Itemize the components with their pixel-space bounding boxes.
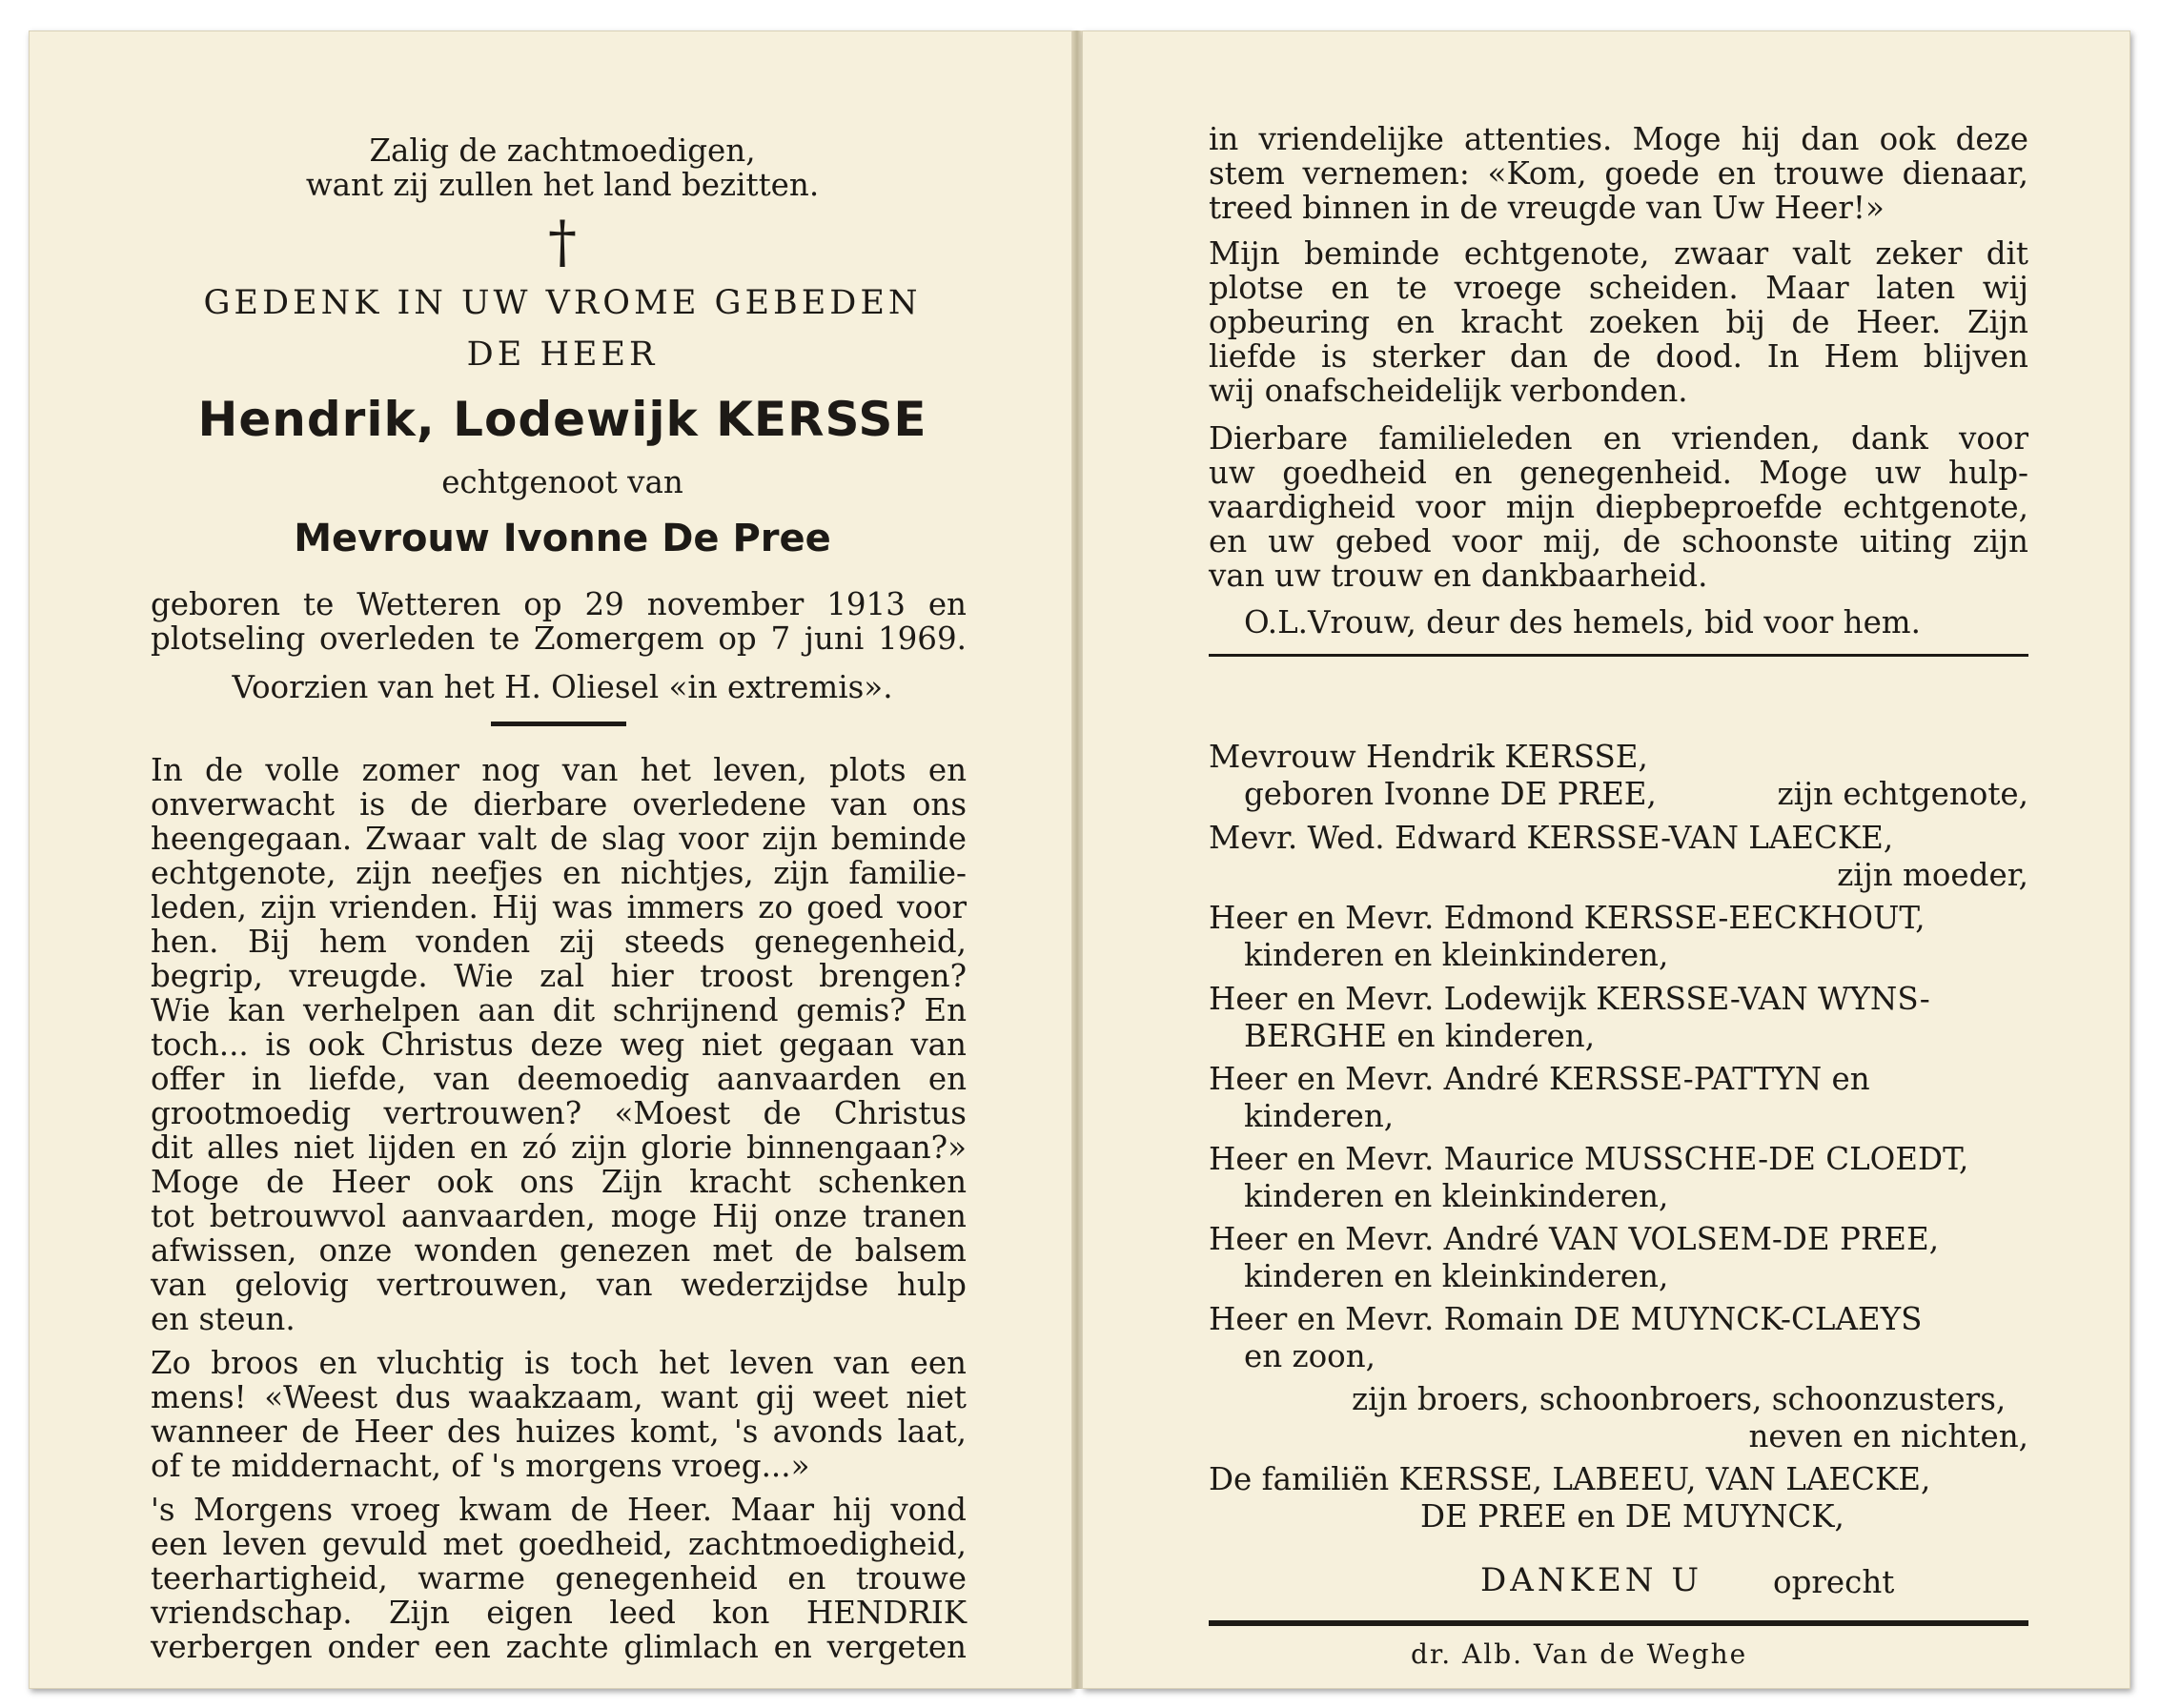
de-heer-heading: DE HEER <box>466 336 659 374</box>
family-line: en zoon, <box>1244 1338 1376 1374</box>
text-line: van gelovig vertrouwen, van wederzijdse hulp <box>151 1267 967 1303</box>
text-line: verbergen onder een zachte glimlach en vergeten <box>151 1629 967 1665</box>
birth-death-text: geboren te Wetteren op 29 november 1913 en plotseling overleden te Zomergem op 7 juni 1969. <box>151 586 967 657</box>
prayer-line: O.L.Vrouw, deur des hemels, bid voor hem. <box>1244 604 1921 640</box>
family-line: Mevr. Wed. Edward KERSSE-VAN LAECKE, <box>1209 820 1894 856</box>
text-line: toch... is ook Christus deze weg niet gegaan van <box>151 1027 967 1063</box>
family-line: zijn moeder, <box>1837 857 2028 893</box>
text-line: Moge de Heer ook ons Zijn kracht schenken <box>151 1164 967 1200</box>
text-line: offer in liefde, van deemoedig aanvaarden en <box>151 1061 967 1097</box>
right-paragraph-2 <box>1209 236 2028 408</box>
text-line: in vriendelijke attenties. Moge hij dan ook deze <box>1209 121 2028 157</box>
text-line: treed binnen in de vreugde van Uw Heer!» <box>1209 190 1885 226</box>
text-line: plotse en te vroege scheiden. Maar laten wij <box>1209 270 2028 306</box>
oliesel-line: Voorzien van het H. Oliesel «in extremis». <box>232 669 893 705</box>
danken-text: DANKEN U <box>1480 1561 1702 1599</box>
family-line: neven en nichten, <box>1748 1418 2028 1454</box>
text-line: In de volle zomer nog van het leven, plots en <box>151 752 967 788</box>
spouse-name: Mevrouw Ivonne De Pree <box>294 517 831 560</box>
text-line: uw goedheid en genegenheid. Moge uw hulp- <box>1209 455 2028 491</box>
right-paragraph-3 <box>1209 421 2028 593</box>
spouse-intro: echtgenoot van <box>441 464 683 500</box>
card-fold <box>1072 30 1082 1689</box>
deceased-name: Hendrik, Lodewijk KERSSE <box>197 392 927 447</box>
text-line: Mijn beminde echtgenote, zwaar valt zeker dit <box>1209 235 2028 272</box>
family-line: kinderen en kleinkinderen, <box>1244 937 1669 973</box>
text-line: van uw trouw en dankbaarheid. <box>1209 558 1708 594</box>
text-line: echtgenote, zijn neefjes en nichtjes, zijn familie- <box>151 855 967 891</box>
text-line: dit alles niet lijden en zó zijn glorie binnengaan?» <box>151 1129 967 1166</box>
family-line: geboren Ivonne DE PREE, <box>1244 776 1657 812</box>
text-line: leden, zijn vrienden. Hij was immers zo goed voor <box>151 889 967 925</box>
text-line: teerhartigheid, warme genegenheid en trouwe <box>151 1560 967 1596</box>
text-line: mens! «Weest dus waakzaam, want gij weet niet <box>151 1379 967 1415</box>
family-line: Heer en Mevr. Romain DE MUYNCK-CLAEYS <box>1209 1301 1923 1337</box>
motto <box>153 133 972 202</box>
family-line: Heer en Mevr. Lodewijk KERSSE-VAN WYNS- <box>1209 981 1930 1017</box>
family-line: Heer en Mevr. André VAN VOLSEM-DE PREE, <box>1209 1221 1940 1257</box>
text-line: wanneer de Heer des huizes komt, 's avonds laat, <box>151 1413 967 1450</box>
family-line: kinderen en kleinkinderen, <box>1244 1178 1669 1214</box>
family-line: kinderen en kleinkinderen, <box>1244 1258 1669 1294</box>
gedenk-heading: GEDENK IN UW VROME GEBEDEN <box>203 284 922 322</box>
family-line: BERGHE en kinderen, <box>1244 1018 1596 1054</box>
text-line: grootmoedig vertrouwen? «Moest de Christus <box>151 1095 967 1131</box>
family-line: De familiën KERSSE, LABEEU, VAN LAECKE, <box>1209 1461 1931 1497</box>
printer-credit: dr. Alb. Van de Weghe <box>1411 1638 1748 1670</box>
text-line: onverwacht is de dierbare overledene van ons <box>151 786 967 823</box>
text-line: begrip, vreugde. Wie zal hier troost brengen? <box>151 958 967 994</box>
text-line: en uw gebed voor mij, de schoonste uiting zijn <box>1209 523 2028 559</box>
text-line: hen. Bij hem vonden zij steeds genegenheid, <box>151 924 967 960</box>
motto-line: Zalig de zachtmoedigen, <box>369 132 756 169</box>
family-line: DE PREE en DE MUYNCK, <box>1420 1498 1844 1535</box>
right-paragraph-1 <box>1209 122 2028 225</box>
text-line: Dierbare familieleden en vrienden, dank voor <box>1209 420 2028 457</box>
condolence-paragraph-2 <box>151 1346 967 1483</box>
text-line: 's Morgens vroeg kwam de Heer. Maar hij vond <box>151 1492 967 1528</box>
family-line: zijn broers, schoonbroers, schoonzusters, <box>1352 1381 2007 1417</box>
family-line: Heer en Mevr. André KERSSE-PATTYN en <box>1209 1061 1870 1097</box>
family-line: Heer en Mevr. Edmond KERSSE-EECKHOUT, <box>1209 900 1926 936</box>
text-line: vaardigheid voor mijn diepbeproefde echtgenote, <box>1209 489 2028 525</box>
family-line: kinderen, <box>1244 1098 1395 1134</box>
text-line: heengegaan. Zwaar valt de slag voor zijn beminde <box>151 821 967 857</box>
oprecht-text: oprecht <box>1773 1564 1895 1600</box>
text-line: Wie kan verhelpen aan dit schrijnend gemis? En <box>151 992 967 1028</box>
divider <box>1209 1620 2028 1626</box>
text-line: Zo broos en vluchtig is toch het leven van een <box>151 1345 967 1381</box>
text-line: afwissen, onze wonden genezen met de balsem <box>151 1232 967 1269</box>
text-line: een leven gevuld met goedheid, zachtmoedigheid, <box>151 1526 967 1562</box>
text-line: wij onafscheidelijk verbonden. <box>1209 373 1688 409</box>
condolence-paragraph-1 <box>151 753 967 1336</box>
text-line: opbeuring en kracht zoeken bij de Heer. Zijn <box>1209 304 2028 340</box>
text-line: stem vernemen: «Kom, goede en trouwe dienaar, <box>1209 155 2028 192</box>
text-line: tot betrouwvol aanvaarden, moge Hij onze tranen <box>151 1198 967 1234</box>
divider <box>491 722 626 726</box>
cross-icon: † <box>548 209 577 275</box>
text-line: of te middernacht, of 's morgens vroeg...» <box>151 1448 810 1484</box>
text-line: vriendschap. Zijn eigen leed kon HENDRIK <box>151 1595 967 1631</box>
family-line: Heer en Mevr. Maurice MUSSCHE-DE CLOEDT, <box>1209 1141 1969 1177</box>
family-line: Mevrouw Hendrik KERSSE, <box>1209 739 1648 775</box>
text-line: liefde is sterker dan de dood. In Hem blijven <box>1209 338 2028 375</box>
text-line: en steun. <box>151 1301 295 1337</box>
family-line: zijn echtgenote, <box>1777 776 2028 812</box>
divider <box>1209 654 2028 657</box>
motto-line: want zij zullen het land bezitten. <box>305 167 820 203</box>
condolence-paragraph-3 <box>151 1493 967 1664</box>
